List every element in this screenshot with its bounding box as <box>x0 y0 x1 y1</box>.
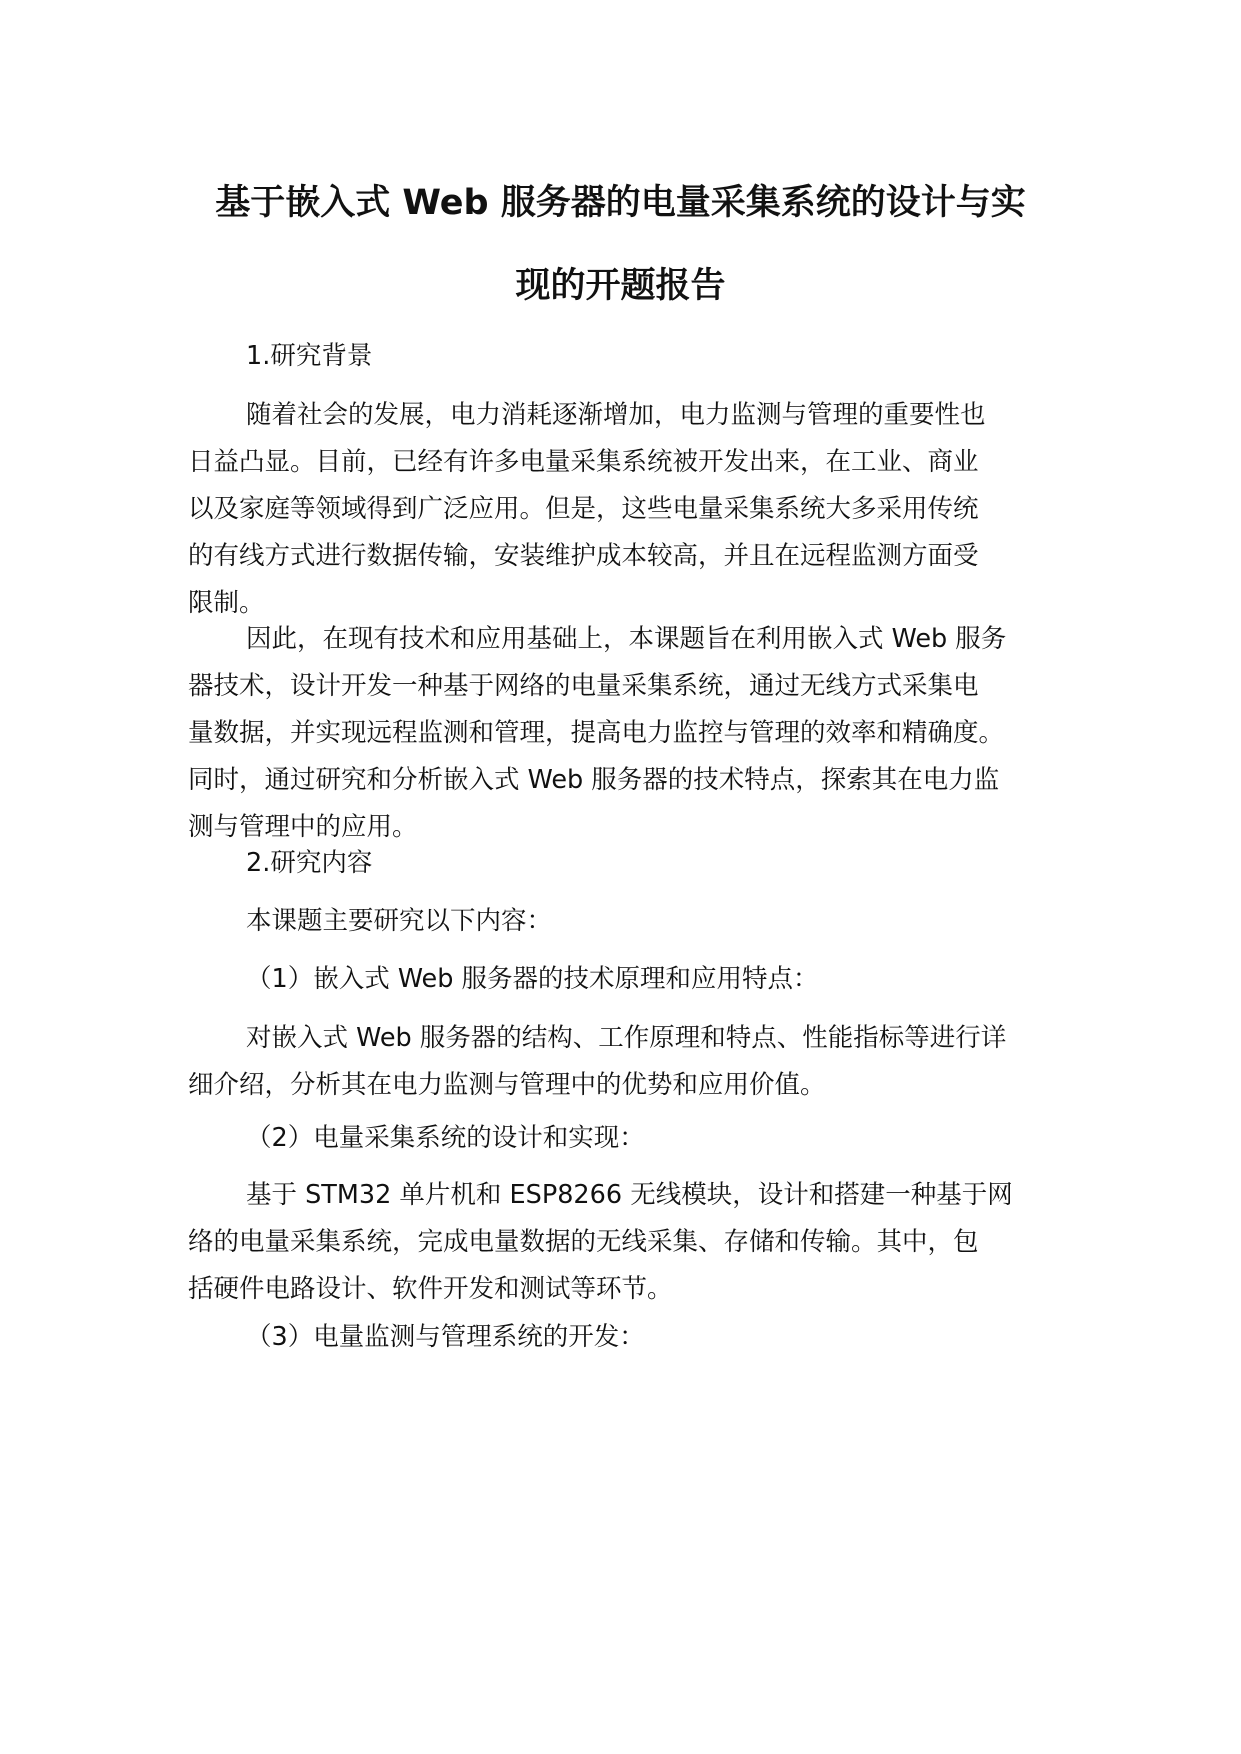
text-line: （3）电量监测与管理系统的开发： <box>246 1322 645 1352</box>
text-line: 1.研究背景 <box>246 341 373 371</box>
text-line: 的有线方式进行数据传输，安装维护成本较高，并且在远程监测方面受 <box>188 541 979 571</box>
subheading-item-1 <box>188 956 1088 1003</box>
text-line: 括硬件电路设计、软件开发和测试等环节。 <box>188 1274 673 1304</box>
text-line: 因此，在现有技术和应用基础上，本课题旨在利用嵌入式 Web 服务 <box>246 624 1007 654</box>
text-line: 本课题主要研究以下内容： <box>246 906 553 936</box>
text-line: 络的电量采集系统，完成电量数据的无线采集、存储和传输。其中，包 <box>188 1227 979 1257</box>
text-line: 2.研究内容 <box>246 848 373 878</box>
document-title-line-2: 现的开题报告 <box>515 266 726 306</box>
text-line: 限制。 <box>188 588 265 618</box>
subheading-item-3 <box>188 1314 1088 1361</box>
text-line: 同时，通过研究和分析嵌入式 Web 服务器的技术特点，探索其在电力监 <box>188 765 1000 795</box>
paragraph-background-2 <box>188 616 1088 851</box>
section-heading-research-content <box>188 840 1088 887</box>
text-line: 对嵌入式 Web 服务器的结构、工作原理和特点、性能指标等进行详 <box>246 1023 1007 1053</box>
text-line: （2）电量采集系统的设计和实现： <box>246 1123 645 1153</box>
text-line: （1）嵌入式 Web 服务器的技术原理和应用特点： <box>246 964 819 994</box>
paragraph-background-1 <box>188 392 1088 627</box>
document-title-line-1: 基于嵌入式 Web 服务器的电量采集系统的设计与实 <box>215 183 1026 223</box>
text-line: 以及家庭等领域得到广泛应用。但是，这些电量采集系统大多采用传统 <box>188 494 979 524</box>
text-line: 日益凸显。目前，已经有许多电量采集系统被开发出来，在工业、商业 <box>188 447 979 477</box>
text-line: 随着社会的发展，电力消耗逐渐增加，电力监测与管理的重要性也 <box>246 400 986 430</box>
text-line: 器技术，设计开发一种基于网络的电量采集系统，通过无线方式采集电 <box>188 671 979 701</box>
text-line: 细介绍，分析其在电力监测与管理中的优势和应用价值。 <box>188 1070 826 1100</box>
text-line: 量数据，并实现远程监测和管理，提高电力监控与管理的效率和精确度。 <box>188 718 1005 748</box>
section-heading-research-background <box>188 333 1088 380</box>
text-line: 测与管理中的应用。 <box>188 812 418 842</box>
paragraph-item-2 <box>188 1172 1088 1313</box>
subheading-item-2 <box>188 1115 1088 1162</box>
paragraph-content-intro <box>188 898 1088 945</box>
paragraph-item-1 <box>188 1015 1088 1109</box>
text-line: 基于 STM32 单片机和 ESP8266 无线模块，设计和搭建一种基于网 <box>246 1180 1013 1210</box>
